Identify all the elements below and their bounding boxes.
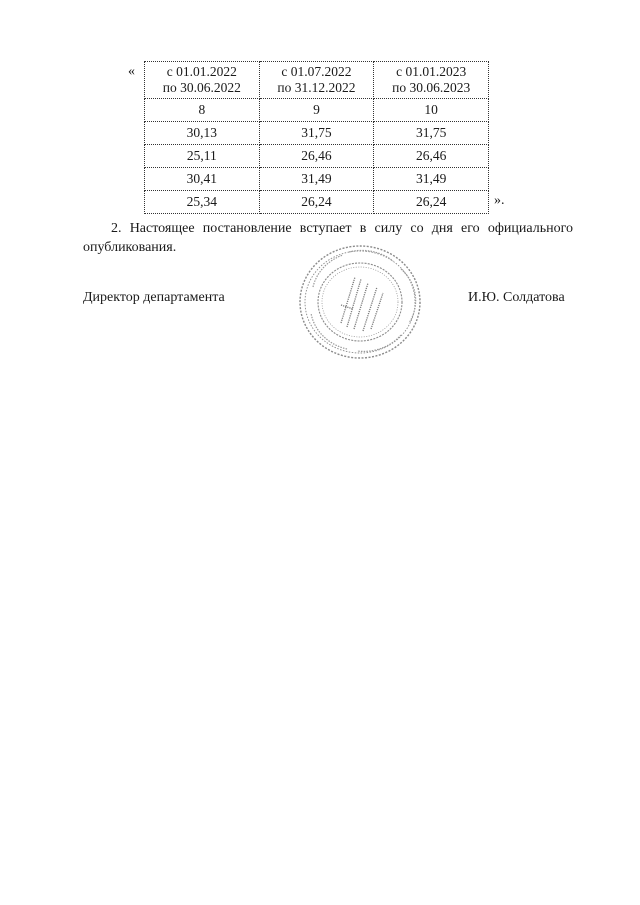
table-cell: 25,11 bbox=[145, 145, 260, 168]
table-cell: 26,46 bbox=[259, 145, 374, 168]
table-cell: 31,75 bbox=[374, 122, 489, 145]
table-cell: 26,46 bbox=[374, 145, 489, 168]
table-cell: 31,75 bbox=[259, 122, 374, 145]
table-row bbox=[145, 145, 489, 168]
table-cell: 25,34 bbox=[145, 191, 260, 214]
header-period-2: с 01.07.2022 по 31.12.2022 bbox=[259, 62, 374, 99]
table-cell: 30,13 bbox=[145, 122, 260, 145]
table-row bbox=[145, 122, 489, 145]
header-period-3: с 01.01.2023 по 30.06.2023 bbox=[374, 62, 489, 99]
table-cell: 26,24 bbox=[374, 191, 489, 214]
signatory-title: Директор департамента bbox=[83, 290, 225, 305]
effective-date-paragraph: 2. Настоящее постановление вступает в силу со дня его официального опубликования. bbox=[83, 221, 573, 255]
table-cell: 30,41 bbox=[145, 168, 260, 191]
official-seal-icon bbox=[297, 243, 423, 361]
column-number: 8 bbox=[145, 99, 260, 122]
table-close-quote: ». bbox=[494, 193, 505, 208]
column-number: 9 bbox=[259, 99, 374, 122]
column-number-row bbox=[145, 99, 489, 122]
table-header-row bbox=[145, 62, 489, 99]
table-cell: 31,49 bbox=[374, 168, 489, 191]
column-number: 10 bbox=[374, 99, 489, 122]
table-row bbox=[145, 168, 489, 191]
table-open-quote: « bbox=[128, 64, 135, 79]
tariff-table bbox=[144, 61, 489, 214]
header-period-1: с 01.01.2022 по 30.06.2022 bbox=[145, 62, 260, 99]
table-cell: 26,24 bbox=[259, 191, 374, 214]
table-cell: 31,49 bbox=[259, 168, 374, 191]
signatory-name: И.Ю. Солдатова bbox=[468, 290, 565, 305]
table-row bbox=[145, 191, 489, 214]
